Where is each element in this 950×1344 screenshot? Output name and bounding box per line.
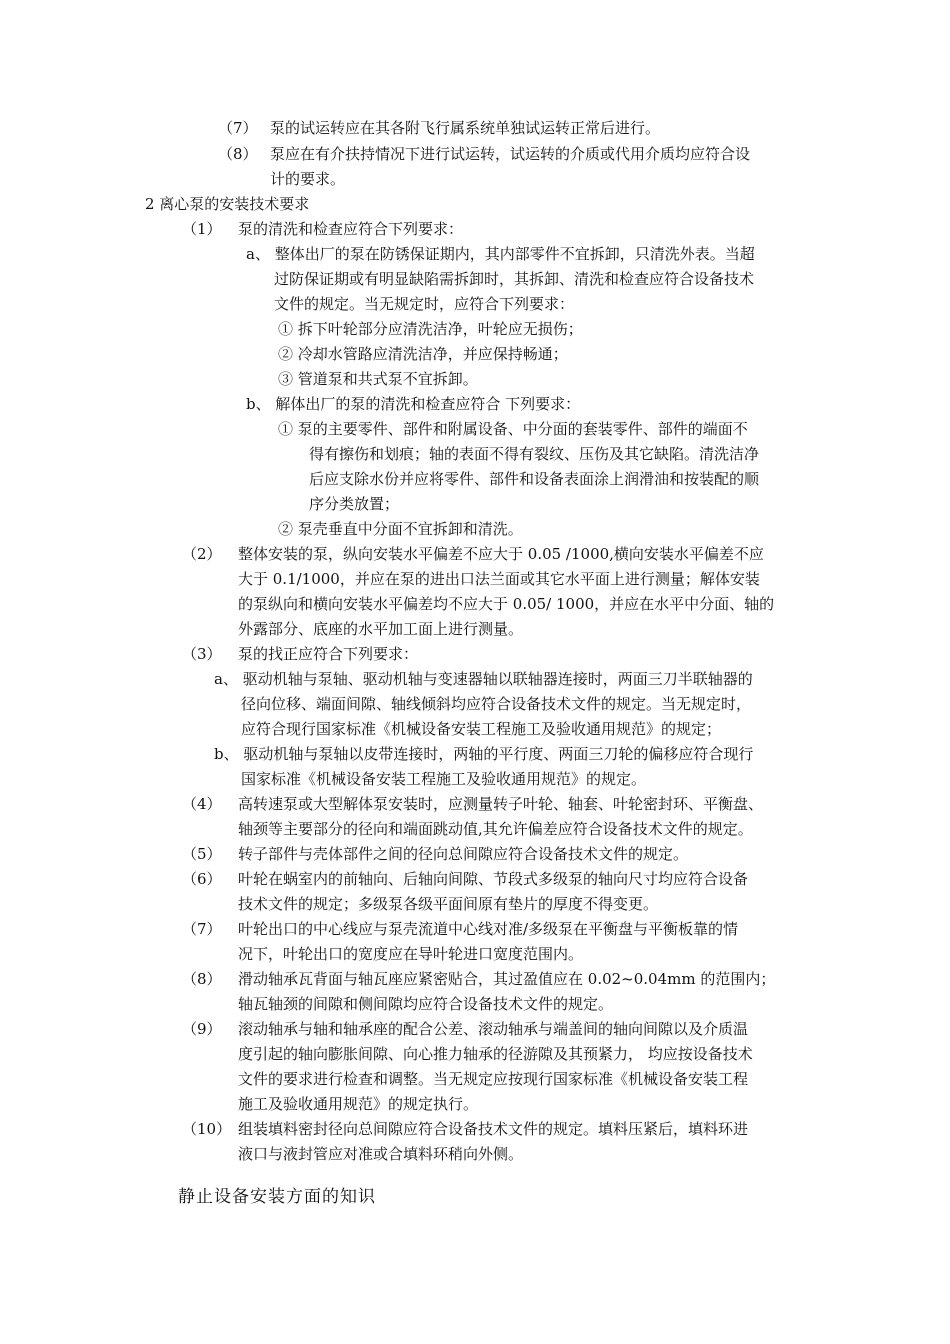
paragraph-line: 整体安装的泵，纵向安装水平偏差不应大于 0.05 /1000,横向安装水平偏差不应 [238,545,764,563]
item-number: （1） [182,220,222,238]
paragraph-line: 组装填料密封径向总间隙应符合设备技术文件的规定。填料压紧后，填料环进 [238,1120,749,1138]
paragraph-line: 叶轮在蜗室内的前轴向、后轴向间隙、节段式多级泵的轴向尺寸均应符合设备 [238,870,749,888]
paragraph-line: b、 解体出厂的泵的清洗和检查应符合 下列要求： [246,395,581,413]
paragraph-line: 施工及验收通用规范》的规定执行。 [238,1095,479,1113]
item-number: （7） [182,920,222,938]
paragraph-line: 叶轮出口的中心线应与泵壳流道中心线对准/多级泵在平衡盘与平衡板靠的情 [238,920,739,938]
paragraph-line: 技术文件的规定；多级泵各级平面间原有垫片的厚度不得变更。 [238,895,659,913]
paragraph-line: ③ 管道泵和共式泵不宜拆卸。 [278,370,478,388]
paragraph-line: 度引起的轴向膨胀间隙、向心推力轴承的径游隙及其预紧力， 均应按设备技术 [238,1045,753,1063]
paragraph-line: 液口与液封管应对准或合填料环稍向外侧。 [238,1145,524,1163]
paragraph-line: 高转速泵或大型解体泵安装时，应测量转子叶轮、轴套、叶轮密封环、平衡盘、 [238,795,764,813]
paragraph-line: 外露部分、底座的水平加工面上进行测量。 [238,620,524,638]
paragraph-line: 泵的清洗和检查应符合下列要求： [238,220,464,238]
item-number: （6） [182,870,222,888]
item-number: （5） [182,845,222,863]
paragraph-line: 径向位移、端面间隙、轴线倾斜均应符合设备技术文件的规定。当无规定时， [241,695,752,713]
paragraph-line: a、 驱动机轴与泵轴、驱动机轴与变速器轴以联轴器连接时，两面三刀半联轴器的 [214,670,753,688]
item-number: （8） [182,970,222,988]
item-number: （2） [182,545,222,563]
section-heading: 2 离心泵的安装技术要求 [145,195,310,213]
item-number: （3） [182,645,222,663]
paragraph-line: 文件的要求进行检查和调整。当无规定应按现行国家标准《机械设备安装工程 [238,1070,749,1088]
paragraph-line: 泵应在有介扶持情况下进行试运转，试运转的介质或代用介质均应符合设 [270,145,751,163]
item-number: （9） [182,1020,222,1038]
paragraph-line: 转子部件与壳体部件之间的径向总间隙应符合设备技术文件的规定。 [238,845,689,863]
paragraph-line: 的泵纵向和横向安装水平偏差均不应大于 0.05/ 1000，并应在水平中分面、轴的 [238,595,775,613]
paragraph-line: 泵的找正应符合下列要求： [238,645,419,663]
paragraph-line: 计的要求。 [270,170,346,188]
paragraph-line: ① 泵的主要零件、部件和附属设备、中分面的套装零件、部件的端面不 [278,420,748,438]
paragraph-line: 况下，叶轮出口的宽度应在导叶轮进口宽度范围内。 [238,945,584,963]
paragraph-line: 后应支除水份并应将零件、部件和设备表面涂上润滑油和按装配的顺 [309,470,760,488]
paragraph-line: 应符合现行国家标准《机械设备安装工程施工及验收通用规范》的规定； [241,720,722,738]
paragraph-line: 滚动轴承与轴和轴承座的配合公差、滚动轴承与端盖间的轴向间隙以及介质温 [238,1020,749,1038]
item-number: （8） [218,145,258,163]
paragraph-line: 大于 0.1/1000，并应在泵的进出口法兰面或其它水平面上进行测量；解体安装 [238,570,760,588]
paragraph-line: 滑动轴承瓦背面与轴瓦座应紧密贴合，其过盈值应在 0.02~0.04mm 的范围内； [238,970,776,988]
item-number: （7） [218,119,258,137]
section-heading: 静止设备安装方面的知识 [178,1187,376,1207]
paragraph-line: 轴瓦轴颈的间隙和侧间隙均应符合设备技术文件的规定。 [238,995,614,1013]
paragraph-line: 得有擦伤和划痕；轴的表面不得有裂纹、压伤及其它缺陷。清洗洁净 [309,445,760,463]
item-number: （10） [182,1120,232,1138]
paragraph-line: 序分类放置； [309,495,400,513]
paragraph-line: 泵的试运转应在其各附飞行属系统单独试运转正常后进行。 [270,119,661,137]
paragraph-line: a、 整体出厂的泵在防锈保证期内，其内部零件不宜拆卸，只清洗外表。当超 [246,245,755,263]
paragraph-line: ② 冷却水管路应清洗洁净，并应保持畅通； [278,345,568,363]
paragraph-line: 文件的规定。当无规定时，应符合下列要求： [274,295,575,313]
paragraph-line: 过防保证期或有明显缺陷需拆卸时，其拆卸、清洗和检查应符合设备技术 [274,270,755,288]
paragraph-line: b、 驱动机轴与泵轴以皮带连接时，两轴的平行度、两面三刀轮的偏移应符合现行 [214,745,754,763]
paragraph-line: 轴颈等主要部分的径向和端面跳动值,其允许偏差应符合设备技术文件的规定。 [238,820,753,838]
paragraph-line: ① 拆下叶轮部分应清洗洁净，叶轮应无损伤； [278,320,583,338]
paragraph-line: ② 泵壳垂直中分面不宜拆卸和清洗。 [278,520,523,538]
item-number: （4） [182,795,222,813]
paragraph-line: 国家标准《机械设备安装工程施工及验收通用规范》的规定。 [241,770,647,788]
